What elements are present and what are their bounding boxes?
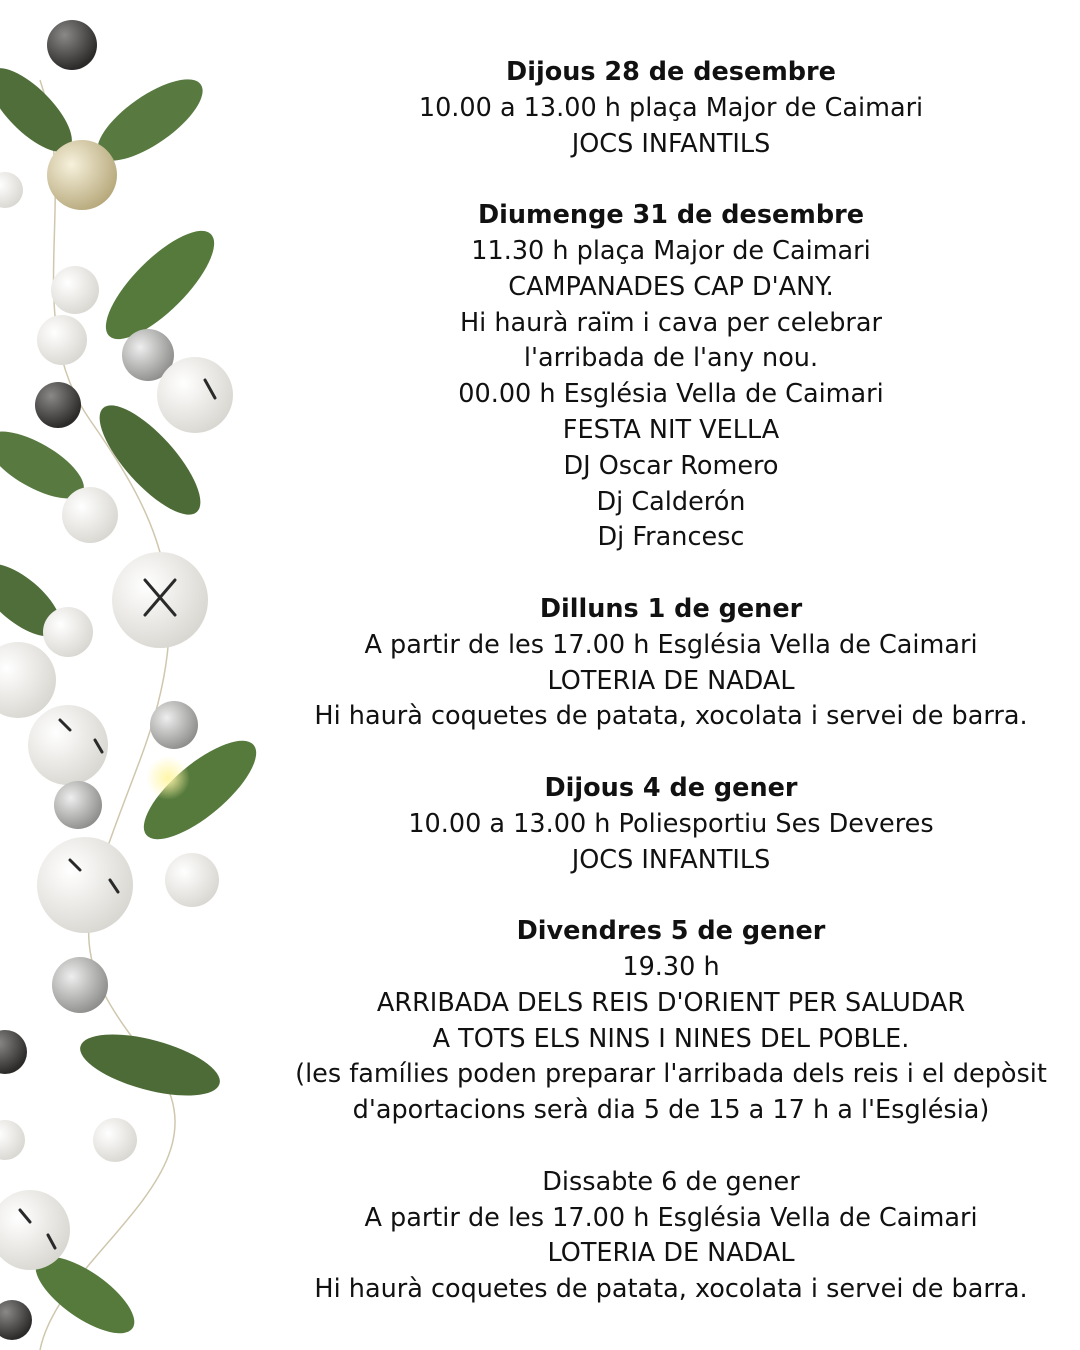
event-detail-line: JOCS INFANTILS [571,844,771,875]
event-detail-line: DJ Oscar Romero [563,450,779,481]
event-detail-line: l'arribada de l'any nou. [523,343,819,374]
white-bauble [0,172,23,208]
event-detail-line: 19.30 h [622,951,720,982]
jingle-bell [0,642,56,718]
white-bauble [43,607,93,657]
event-date-heading: Divendres 5 de gener [516,916,826,947]
event-date-heading: Dijous 28 de desembre [506,57,836,87]
dark-bauble [47,20,97,70]
event-detail-line: A partir de les 17.00 h Església Vella de Caimari [364,629,978,660]
event-block [290,55,1052,162]
event-detail-line: (les famílies poden preparar l'arribada dels reis i el depòsit [295,1059,1047,1090]
event-block [290,592,1052,735]
dark-bauble [35,382,81,428]
jingle-bell [37,837,133,933]
jingle-bell [112,552,208,648]
event-program [290,55,1052,1308]
event-detail-line: LOTERIA DE NADAL [547,1238,795,1269]
jingle-bell [28,705,108,785]
dark-bauble [0,1030,27,1074]
event-detail-line: d'aportacions serà dia 5 de 15 a 17 h a l'Església) [352,1095,990,1126]
event-date-heading: Diumenge 31 de desembre [477,200,864,231]
event-block [290,198,1052,556]
dark-bauble [0,1300,32,1340]
event-detail-line: A TOTS ELS NINS I NINES DEL POBLE. [432,1023,910,1054]
christmas-garland-decoration [0,0,300,1350]
event-detail-line: Dj Francesc [597,522,745,553]
leaf [74,1022,226,1108]
event-detail-line: LOTERIA DE NADAL [547,665,795,696]
event-detail-line: Hi haurà coquetes de patata, xocolata i servei de barra. [314,701,1028,732]
event-detail-line: ARRIBADA DELS REIS D'ORIENT PER SALUDAR [376,987,966,1018]
silver-bauble [52,957,108,1013]
event-detail-line: 10.00 a 13.00 h plaça Major de Caimari [418,92,924,123]
silver-bauble [150,701,198,749]
white-bauble [165,853,219,907]
event-detail-line: Hi haurà coquetes de patata, xocolata i servei de barra. [314,1274,1028,1305]
light-glow [146,756,190,800]
ornaments [0,20,233,1340]
event-block [290,1165,1052,1308]
event-detail-line: Hi haurà raïm i cava per celebrar [459,307,883,338]
white-bauble [0,1120,25,1160]
event-detail-line: Dj Calderón [596,486,746,517]
white-bauble [93,1118,137,1162]
event-detail-line: JOCS INFANTILS [571,128,771,159]
event-detail-line: 10.00 a 13.00 h Poliesportiu Ses Deveres [408,808,934,839]
gold-bauble [47,140,117,210]
silver-bauble [54,781,102,829]
event-detail-line: A partir de les 17.00 h Església Vella de Caimari [364,1202,978,1233]
event-block [290,771,1052,878]
jingle-bell [157,357,233,433]
event-block [290,914,1052,1129]
event-detail-line: FESTA NIT VELLA [562,414,780,445]
white-bauble [62,487,118,543]
white-bauble [51,266,99,314]
event-date-heading: Dijous 4 de gener [544,772,798,803]
event-date-heading: Dissabte 6 de gener [542,1166,800,1197]
event-detail-line: 11.30 h plaça Major de Caimari [471,235,871,266]
white-bauble [37,315,87,365]
event-detail-line: 00.00 h Església Vella de Caimari [458,379,884,410]
event-detail-line: CAMPANADES CAP D'ANY. [508,271,834,302]
event-date-heading: Dilluns 1 de gener [539,593,803,624]
